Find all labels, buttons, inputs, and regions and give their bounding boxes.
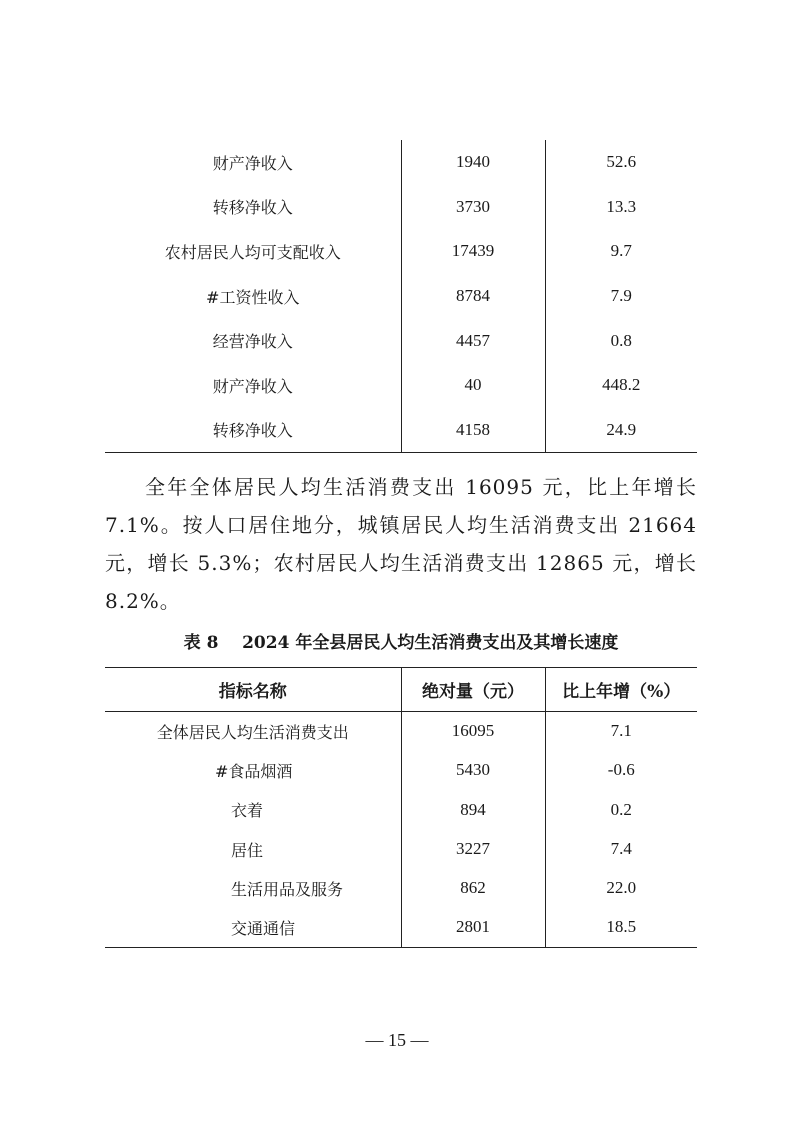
row-label: 财产净收入	[212, 153, 293, 173]
row-value: 8784	[401, 274, 545, 319]
table-row	[105, 869, 697, 908]
header-value: 绝对量（元）	[401, 668, 545, 712]
table-row	[105, 908, 697, 947]
row-growth: 52.6	[545, 140, 697, 185]
row-value: 1940	[401, 140, 545, 185]
table-row	[105, 712, 697, 751]
header-name: 指标名称	[105, 668, 401, 712]
row-label: 交通通信	[231, 918, 296, 938]
row-value: 2801	[401, 908, 545, 947]
row-value: 16095	[401, 712, 545, 751]
row-growth: 7.1	[545, 712, 697, 751]
row-growth: 0.2	[545, 790, 697, 829]
row-growth: 0.8	[545, 318, 697, 363]
caption-label: 表 8	[183, 633, 219, 653]
row-label: 财产净收入	[212, 376, 293, 396]
row-value: 4457	[401, 318, 545, 363]
row-value: 40	[401, 363, 545, 408]
table-row	[105, 829, 697, 868]
page-number: — 15 —	[365, 1030, 429, 1050]
row-label: 全体居民人均生活消费支出	[156, 722, 349, 742]
row-value: 862	[401, 869, 545, 908]
table-row	[105, 790, 697, 829]
row-value: 3730	[401, 185, 545, 230]
table-row	[105, 408, 697, 453]
row-label: 衣着	[231, 801, 264, 821]
row-growth: 7.4	[545, 829, 697, 868]
header-growth: 比上年增（%）	[545, 668, 697, 712]
income-table-continued	[105, 140, 697, 453]
table-row	[105, 751, 697, 790]
table-row	[105, 229, 697, 274]
consumption-table	[105, 667, 697, 948]
table-header-row	[105, 668, 697, 712]
row-growth: -0.6	[545, 751, 697, 790]
row-value: 894	[401, 790, 545, 829]
row-growth: 18.5	[545, 908, 697, 947]
row-growth: 22.0	[545, 869, 697, 908]
table-row	[105, 140, 697, 185]
row-label: #食品烟酒	[215, 761, 293, 781]
consumption-paragraph: 全年全体居民人均生活消费支出 16095 元，比上年增长 7.1%。按人口居住地分，城镇居民人均生活消费支出 21664 元，增长 5.3%；农村居民人均生活消费支出 12865 元，增长 8.2%。	[105, 475, 697, 613]
table-row	[105, 363, 697, 408]
table-row	[105, 274, 697, 319]
row-growth: 9.7	[545, 229, 697, 274]
row-growth: 448.2	[545, 363, 697, 408]
row-label: 经营净收入	[212, 332, 293, 352]
row-label: 居住	[231, 840, 264, 860]
table-row	[105, 318, 697, 363]
row-value: 17439	[401, 229, 545, 274]
row-growth: 24.9	[545, 408, 697, 453]
table-row	[105, 185, 697, 230]
row-label: 转移净收入	[212, 198, 293, 218]
row-label: 转移净收入	[212, 421, 293, 441]
row-label: 生活用品及服务	[231, 879, 344, 899]
row-value: 5430	[401, 751, 545, 790]
row-growth: 13.3	[545, 185, 697, 230]
row-value: 4158	[401, 408, 545, 453]
row-growth: 7.9	[545, 274, 697, 319]
caption-title: 2024 年全县居民人均生活消费支出及其增长速度	[242, 633, 619, 653]
row-label: #工资性收入	[206, 287, 300, 307]
table-caption	[105, 628, 697, 653]
row-value: 3227	[401, 829, 545, 868]
row-label: 农村居民人均可支配收入	[164, 242, 341, 262]
